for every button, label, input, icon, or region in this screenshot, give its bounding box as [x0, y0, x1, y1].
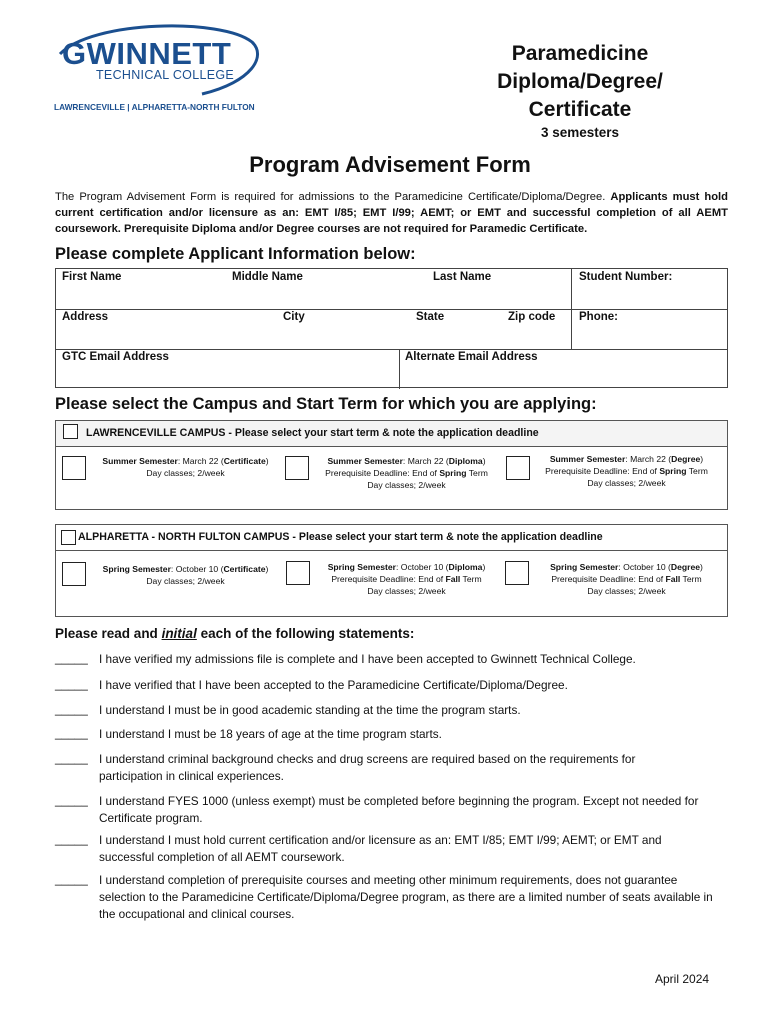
applicant-heading: Please complete Applicant Information below: — [55, 245, 416, 263]
statement-item: I have verified my admissions file is complete and I have been accepted to Gwinnett Technical College. — [99, 652, 636, 666]
lawrenceville-summer-diploma-checkbox[interactable] — [285, 456, 309, 480]
lawrenceville-campus-box — [55, 420, 728, 510]
statement-item: I understand I must be 18 years of age at the time program starts. — [99, 727, 442, 741]
alpharetta-campus-checkbox[interactable] — [61, 530, 76, 545]
statement-item: I understand I must hold current certification and/or licensure as an: EMT I/85; EMT I/99; AEMT; or EMT and successful completion of all AEMT coursework. — [99, 833, 662, 864]
table-divider — [399, 349, 400, 389]
gtc-email-field[interactable]: GTC Email Address — [62, 351, 169, 363]
statement-item: I understand completion of prerequisite courses and meeting other minimum requirements, does not guarantee selection to the Paramedicine Certificate/Diploma/Degree program, as there are a limited number of seats available in the occupational and clinical courses. — [99, 873, 713, 921]
semesters-note: 3 semesters — [540, 125, 620, 140]
state-field[interactable]: State — [416, 311, 445, 323]
initial-blank[interactable]: _____ — [55, 651, 88, 665]
alpharetta-campus-header — [56, 525, 727, 551]
alpharetta-spring-diploma-checkbox[interactable] — [286, 561, 310, 585]
logo-name: GWINNETT — [62, 36, 232, 71]
college-logo — [52, 24, 272, 116]
logo-subtitle: TECHNICAL COLLEGE — [96, 68, 235, 82]
program-title — [460, 40, 700, 124]
lawrenceville-campus-label: LAWRENCEVILLE CAMPUS - Please select your start term & note the application deadline — [86, 427, 539, 439]
last-name-field[interactable]: Last Name — [433, 271, 492, 283]
lawrenceville-summer-certificate-option: Summer Semester: March 22 (Certificate) Day classes; 2/week — [102, 456, 269, 478]
statement-item: I understand criminal background checks and drug screens are required based on the requirements for participation in clinical experiences. — [99, 752, 636, 783]
applicant-info-table — [55, 268, 728, 388]
initial-blank[interactable]: _____ — [55, 872, 88, 886]
program-title-line1: Paramedicine — [511, 42, 649, 65]
address-field[interactable]: Address — [62, 311, 109, 323]
logo-locations: LAWRENCEVILLE | ALPHARETTA-NORTH FULTON — [54, 102, 255, 112]
program-title-line2: Diploma/Degree/ — [497, 70, 663, 93]
alpharetta-spring-certificate-option: Spring Semester: October 10 (Certificate) Day classes; 2/week — [102, 564, 269, 586]
initial-blank[interactable]: _____ — [55, 793, 88, 807]
lawrenceville-summer-diploma-option: Summer Semester: March 22 (Diploma) Prerequisite Deadline: End of Spring Term Day classes; 2/week — [325, 456, 488, 490]
footer-date: April 2024 — [655, 972, 710, 986]
initial-blank[interactable]: _____ — [55, 832, 88, 846]
table-divider — [56, 309, 727, 310]
statement-item: I understand FYES 1000 (unless exempt) must be completed before beginning the program. Except not needed for Certificate program. — [99, 794, 699, 825]
middle-name-field[interactable]: Middle Name — [232, 271, 303, 283]
table-divider — [56, 349, 727, 350]
alpharetta-spring-certificate-checkbox[interactable] — [62, 562, 86, 586]
intro-paragraph — [55, 189, 728, 237]
zip-field[interactable]: Zip code — [508, 311, 556, 323]
campus-heading: Please select the Campus and Start Term for which you are applying: — [55, 395, 597, 413]
lawrenceville-summer-degree-option: Summer Semester: March 22 (Degree) Prerequisite Deadline: End of Spring Term Day classes; 2/week — [545, 454, 708, 488]
initial-blank[interactable]: _____ — [55, 702, 88, 716]
program-title-line3: Certificate — [528, 98, 632, 121]
alpharetta-campus-box — [55, 524, 728, 617]
initial-blank[interactable]: _____ — [55, 677, 88, 691]
intro-bold: Applicants must hold current certification and/or licensure as an: EMT I/85; EMT I/99; AEMT; or EMT and successful completion of all AEMT coursework. Prerequisite Diploma and/or Degree courses are not required for Paramedic Certificate. — [55, 191, 728, 235]
statement-item: I have verified that I have been accepted to the Paramedicine Certificate/Diploma/Degree. — [99, 678, 568, 692]
initial-blank[interactable]: _____ — [55, 726, 88, 740]
city-field[interactable]: City — [283, 311, 305, 323]
initial-blank[interactable]: _____ — [55, 751, 88, 765]
statements-heading: Please read and initial each of the following statements: — [55, 626, 415, 641]
phone-field[interactable]: Phone: — [579, 311, 618, 323]
lawrenceville-campus-header — [56, 421, 727, 447]
first-name-field[interactable]: First Name — [62, 271, 122, 283]
alpharetta-spring-degree-checkbox[interactable] — [505, 561, 529, 585]
lawrenceville-summer-certificate-checkbox[interactable] — [62, 456, 86, 480]
alpharetta-spring-degree-option: Spring Semester: October 10 (Degree) Prerequisite Deadline: End of Fall Term Day classes; 2/week — [550, 562, 703, 596]
lawrenceville-summer-degree-checkbox[interactable] — [506, 456, 530, 480]
lawrenceville-campus-checkbox[interactable] — [63, 424, 78, 439]
alt-email-field[interactable]: Alternate Email Address — [405, 351, 538, 363]
alpharetta-campus-label: ALPHARETTA - NORTH FULTON CAMPUS - Please select your start term & note the application deadline — [78, 531, 603, 543]
statement-item: I understand I must be in good academic standing at the time the program starts. — [99, 703, 521, 717]
alpharetta-spring-diploma-option: Spring Semester: October 10 (Diploma) Prerequisite Deadline: End of Fall Term Day classes; 2/week — [327, 562, 486, 596]
table-divider — [571, 269, 572, 349]
form-title: Program Advisement Form — [249, 152, 531, 177]
student-number-field[interactable]: Student Number: — [579, 271, 673, 283]
intro-plain: The Program Advisement Form is required for admissions to the Paramedicine Certificate/Diploma/Degree. — [55, 191, 611, 203]
